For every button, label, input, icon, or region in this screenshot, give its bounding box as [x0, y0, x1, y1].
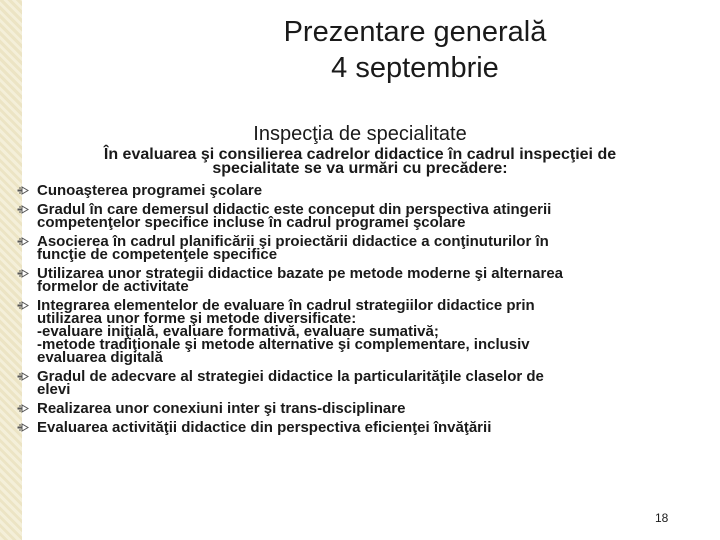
bullet-text-line: Cunoaşterea programei şcolare — [37, 182, 263, 199]
bullet-item — [16, 235, 706, 261]
bullet-list — [16, 184, 706, 440]
intro-line: În evaluarea şi consilierea cadrelor didactice în cadrul inspecţiei de — [103, 146, 617, 163]
bullet-text-line: Integrarea elementelor de evaluare în cadrul strategiilor didactice prin — [37, 297, 535, 314]
bullet-mark-icon — [16, 267, 30, 280]
bullet-text-line: -evaluare iniţială, evaluare formativă, evaluare sumativă; — [37, 323, 439, 340]
bullet-mark-icon — [16, 421, 30, 434]
bullet-text-line: Asocierea în cadrul planificării şi proiectării didactice a conţinuturilor în — [37, 233, 549, 250]
bullet-item — [16, 402, 706, 415]
bullet-item — [16, 299, 706, 364]
intro-line: specialitate se va urmări cu precădere: — [212, 160, 508, 177]
bullet-mark-icon — [16, 184, 30, 197]
bullet-text-line: Utilizarea unor strategii didactice bazate pe metode moderne şi alternarea — [37, 265, 564, 282]
slide-title-main: Prezentare generală — [283, 16, 547, 48]
bullet-mark-icon — [16, 235, 30, 248]
slide-subtitle: Inspecţia de specialitate — [253, 123, 467, 145]
bullet-mark-icon — [16, 370, 30, 383]
page-number: 18 — [655, 511, 669, 525]
slide-title — [180, 14, 650, 86]
bullet-text-line: Realizarea unor conexiuni inter şi trans-disciplinare — [37, 400, 406, 417]
bullet-item — [16, 184, 706, 197]
bullet-item — [16, 370, 706, 396]
bullet-item — [16, 267, 706, 293]
bullet-text-line: Gradul în care demersul didactic este conceput din perspectiva atingerii — [37, 201, 552, 218]
bullet-text-line: Gradul de adecvare al strategiei didactice la particularităţile claselor de — [37, 368, 544, 385]
bullet-mark-icon — [16, 402, 30, 415]
bullet-mark-icon — [16, 203, 30, 216]
slide-title-date: 4 septembrie — [331, 52, 499, 84]
bullet-item — [16, 203, 706, 229]
bullet-text-line: formelor de activitate — [37, 278, 189, 295]
bullet-text-line: -metode tradiţionale şi metode alternative şi complementare, inclusiv — [37, 336, 530, 353]
bullet-text-line: evaluarea digitală — [37, 349, 163, 366]
bullet-item — [16, 421, 706, 434]
bullet-text-line: funcţie de competenţele specifice — [37, 246, 278, 263]
bullet-text-line: Evaluarea activităţii didactice din perspectiva eficienţei învăţării — [37, 419, 492, 436]
bullet-text-line: competenţelor specifice incluse în cadrul programei şcolare — [37, 214, 466, 231]
bullet-text-line: utilizarea unor forme şi metode diversificate: — [37, 310, 357, 327]
bullet-text-line: elevi — [37, 381, 71, 398]
intro-paragraph — [20, 148, 700, 176]
bullet-mark-icon — [16, 299, 30, 312]
